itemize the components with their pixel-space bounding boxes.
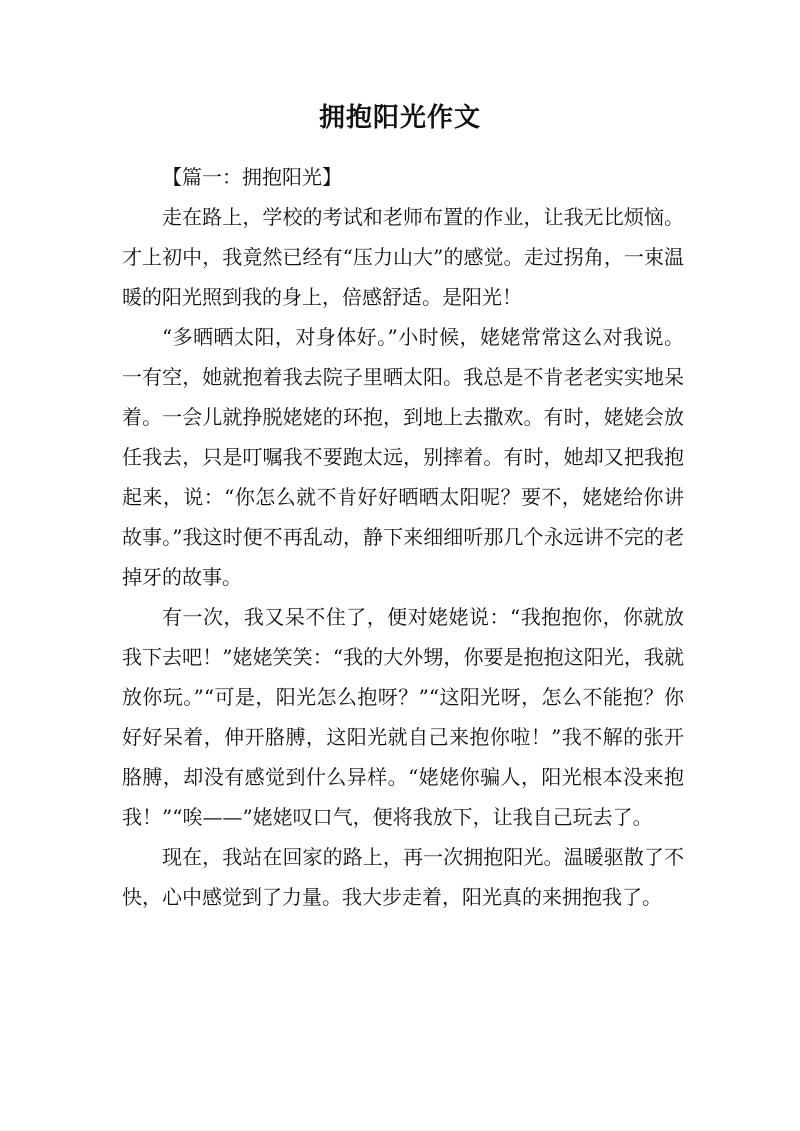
paragraph-1: 走在路上，学校的考试和老师布置的作业，让我无比烦恼。才上初中，我竟然已经有“压力山大”的感觉。走过拐角，一束温暖的阳光照到我的身上，倍感舒适。是阳光！ — [122, 205, 684, 309]
paragraph-4: 现在，我站在回家的路上，再一次拥抱阳光。温暖驱散了不快，心中感觉到了力量。我大步走着，阳光真的来拥抱我了。 — [122, 845, 684, 909]
paragraph-3: 有一次，我又呆不住了，便对姥姥说：“我抱抱你，你就放我下去吧！”姥姥笑笑：“我的大外甥，你要是抱抱这阳光，我就放你玩。”“可是，阳光怎么抱呀？”“这阳光呀，怎么不能抱？你好好呆着，伸开胳膊，这阳光就自己来抱你啦！”我不解的张开胳膊，却没有感觉到什么异样。“姥姥你骗人，阳光根本没来抱我！”“唉——”姥姥叹口气，便将我放下，让我自己玩去了。 — [122, 605, 684, 829]
paragraph-2: “多晒晒太阳，对身体好。”小时候，姥姥常常这么对我说。一有空，她就抱着我去院子里晒太阳。我总是不肯老老实实地呆着。一会儿就挣脱姥姥的环抱，到地上去撒欢。有时，姥姥会放任我去，只是叮嘱我不要跑太远，别摔着。有时，她却又把我抱起来，说：“你怎么就不肯好好晒晒太阳呢？要不，姥姥给你讲故事。”我这时便不再乱动，静下来细细听那几个永远讲不完的老掉牙的故事。 — [122, 325, 684, 589]
essay-title: 拥抱阳光作文 — [318, 103, 481, 133]
section-label: 【篇一：拥抱阳光】 — [162, 165, 342, 189]
essay-body — [122, 157, 684, 917]
